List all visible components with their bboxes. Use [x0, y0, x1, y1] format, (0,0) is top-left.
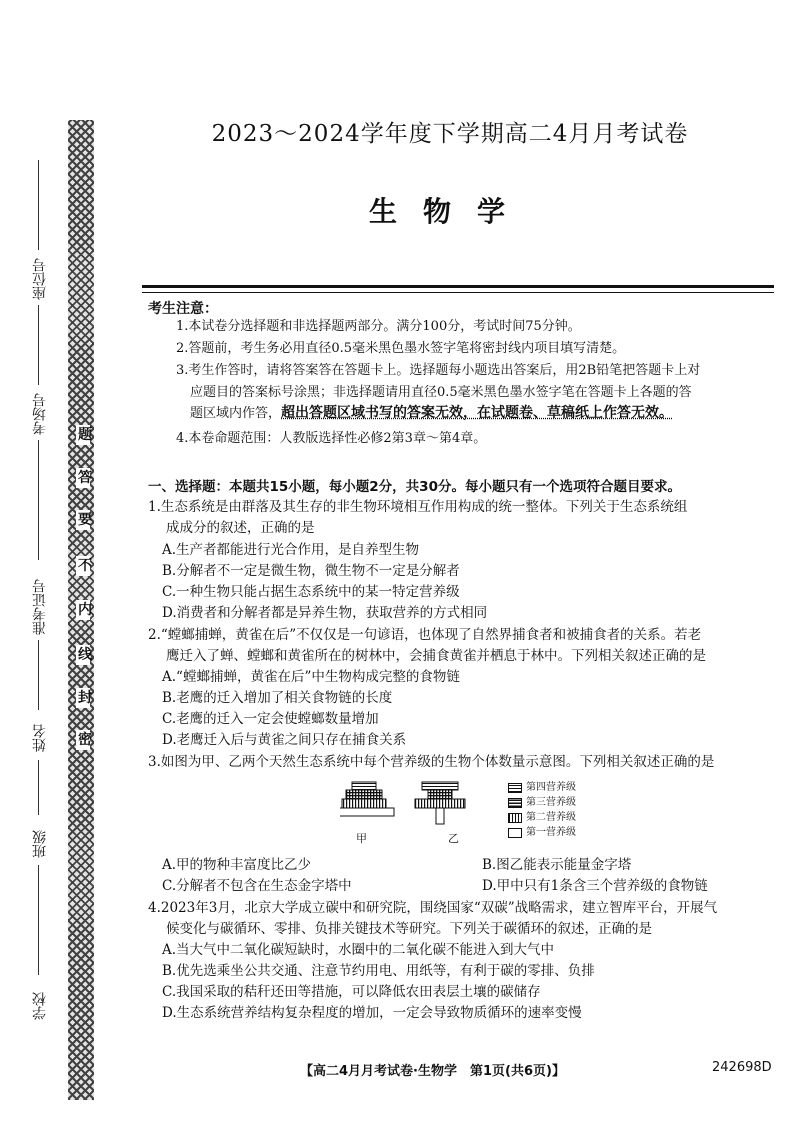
notice-item: 应题目的答案标号涂黑；非选择题请用直径0.5毫米黑色墨水签字笔在答题卡上各题的答: [190, 385, 692, 400]
option-d: D.甲中只有1条含三个营养级的食物链: [482, 878, 708, 894]
option-c: C.我国采取的秸秆还田等措施，可以降低农田表层土壤的碳储存: [162, 984, 541, 1000]
header-rule: [142, 285, 774, 288]
write-line[interactable]: [38, 760, 39, 815]
notice-heading: 考生注意：: [148, 301, 218, 317]
school-label: 学校: [32, 992, 48, 1020]
page-footer: 【高二4月月考试卷·生物学 第1页(共6页)】: [300, 1064, 565, 1079]
question-stem: 鹰迁入了蝉、螳螂和黄雀所在的树林中，会捕食黄雀并栖息于林中。下列相关叙述正确的是: [166, 648, 706, 664]
option-b: B.优先选乘坐公共交通、注意节约用电、用纸等，有利于碳的零排、负排: [162, 963, 595, 979]
notice-emphasis: 超出答题区域书写的答案无效，在试题卷、草稿纸上作答无效。: [281, 405, 674, 421]
pyramid-yi-level2: [415, 799, 465, 808]
question-stem: 成成分的叙述，正确的是: [166, 520, 315, 536]
pyramid-yi-level4: [422, 782, 458, 790]
class-label: 班级: [32, 830, 48, 858]
legend-item: [508, 812, 576, 824]
binding-char: 密: [78, 732, 92, 748]
notice-item: 2.答题前，考生务必用直径0.5毫米黑色墨水签字笔将密封线内项目填写清楚。: [176, 341, 626, 356]
option-d: D.老鹰迁入后与黄雀之间只存在捕食关系: [162, 732, 407, 748]
notice-item: 1.本试卷分选择题和非选择题两部分。满分100分，考试时间75分钟。: [176, 319, 581, 334]
pyramid-label-jia: 甲: [356, 832, 367, 845]
notice-item-text: 题区域内作答，: [190, 406, 282, 421]
section-heading: 一、选择题：本题共15小题，每小题2分，共30分。每小题只有一个选项符合题目要求。: [148, 479, 681, 495]
question-stem: 2.“螳螂捕蝉，黄雀在后”不仅仅是一句谚语，也体现了自然界捕食者和被捕食者的关系。若老: [148, 627, 702, 643]
pyramid-jia-level3: [346, 790, 382, 799]
option-d: D.消费者和分解者都是异养生物，获取营养的方式相同: [162, 605, 488, 621]
legend-swatch: [508, 813, 522, 823]
option-d: D.生态系统营养结构复杂程度的增加，一定会导致物质循环的速率变慢: [162, 1005, 582, 1021]
option-a: A.生产者都能进行光合作用，是自养型生物: [162, 542, 420, 558]
binding-char: 不: [78, 558, 92, 574]
binding-char: 内: [78, 602, 92, 618]
subject-title: 生物学: [368, 195, 531, 228]
option-a: A.甲的物种丰富度比乙少: [162, 857, 312, 873]
pyramid-jia-level2: [342, 799, 386, 808]
legend-label: 第四营养级: [526, 782, 576, 793]
legend-label: 第三营养级: [526, 797, 576, 808]
question-stem: 候变化与碳循环、零排、负排关键技术等研究。下列关于碳循环的叙述，正确的是: [166, 921, 652, 937]
option-c: C.一种生物只能占据生态系统中的某一特定营养级: [162, 584, 460, 600]
exam-title: 2023～2024学年度下学期高二4月月考试卷: [211, 121, 689, 147]
binding-char: 答: [78, 470, 92, 486]
pyramid-yi-level1: [436, 808, 444, 824]
option-b: B.老鹰的迁入增加了相关食物链的长度: [162, 690, 393, 706]
paper-code: 242698D: [712, 1060, 772, 1075]
legend-label: 第一营养级: [526, 827, 576, 838]
option-b: B.图乙能表示能量金字塔: [482, 857, 632, 873]
write-line[interactable]: [38, 160, 39, 250]
write-line[interactable]: [38, 305, 39, 385]
name-label: 姓名: [32, 724, 48, 752]
admission-number-label: 准考证号: [32, 579, 48, 635]
header-rule: [142, 292, 774, 293]
write-line[interactable]: [38, 440, 39, 560]
legend-item: [508, 782, 576, 794]
legend-swatch: [508, 783, 522, 793]
trophic-pyramid-figure: [340, 780, 640, 850]
write-line[interactable]: [38, 640, 39, 710]
question-stem: 1.生态系统是由群落及其生存的非生物环境相互作用构成的统一整体。下列关于生态系统组: [148, 499, 688, 515]
legend-swatch: [508, 798, 522, 808]
option-a: A.“螳螂捕蝉，黄雀在后”中生物构成完整的食物链: [162, 669, 460, 685]
legend-swatch: [508, 828, 522, 838]
exam-room-label: 考场号: [32, 393, 48, 435]
legend-item: [508, 797, 576, 809]
question-stem: 3.如图为甲、乙两个天然生态系统中每个营养级的生物个体数量示意图。下列相关叙述正确的是: [148, 754, 715, 770]
binding-char: 线: [78, 647, 92, 663]
pyramid-yi-level3: [428, 790, 452, 799]
notice-item: 4.本卷命题范围：人教版选择性必修2第3章～第4章。: [176, 431, 487, 446]
option-c: C.分解者不包含在生态金字塔中: [162, 878, 352, 894]
notice-item: 3.考生作答时，请将答案答在答题卡上。选择题每小题选出答案后，用2B铅笔把答题卡上对: [176, 363, 701, 378]
notice-item: [176, 404, 766, 423]
binding-char: 封: [78, 690, 92, 706]
option-c: C.老鹰的迁入一定会使螳螂数量增加: [162, 711, 379, 727]
legend-item: [508, 827, 576, 839]
binding-char: 题: [78, 427, 92, 443]
question-stem: 4.2023年3月，北京大学成立碳中和研究院，围绕国家“双碳”战略需求，建立智库平台，开展气: [148, 900, 718, 916]
legend-label: 第二营养级: [526, 812, 576, 823]
pyramid-label-yi: 乙: [448, 832, 459, 845]
pyramid-jia-level1: [340, 808, 394, 816]
write-line[interactable]: [38, 865, 39, 975]
option-b: B.分解者不一定是微生物，微生物不一定是分解者: [162, 563, 460, 579]
option-a: A.当大气中二氧化碳短缺时，水圈中的二氧化碳不能进入到大气中: [162, 942, 555, 958]
pyramid-jia-level4: [352, 782, 376, 790]
binding-char: 要: [78, 512, 92, 528]
seat-number-label: 座位号: [32, 258, 48, 300]
